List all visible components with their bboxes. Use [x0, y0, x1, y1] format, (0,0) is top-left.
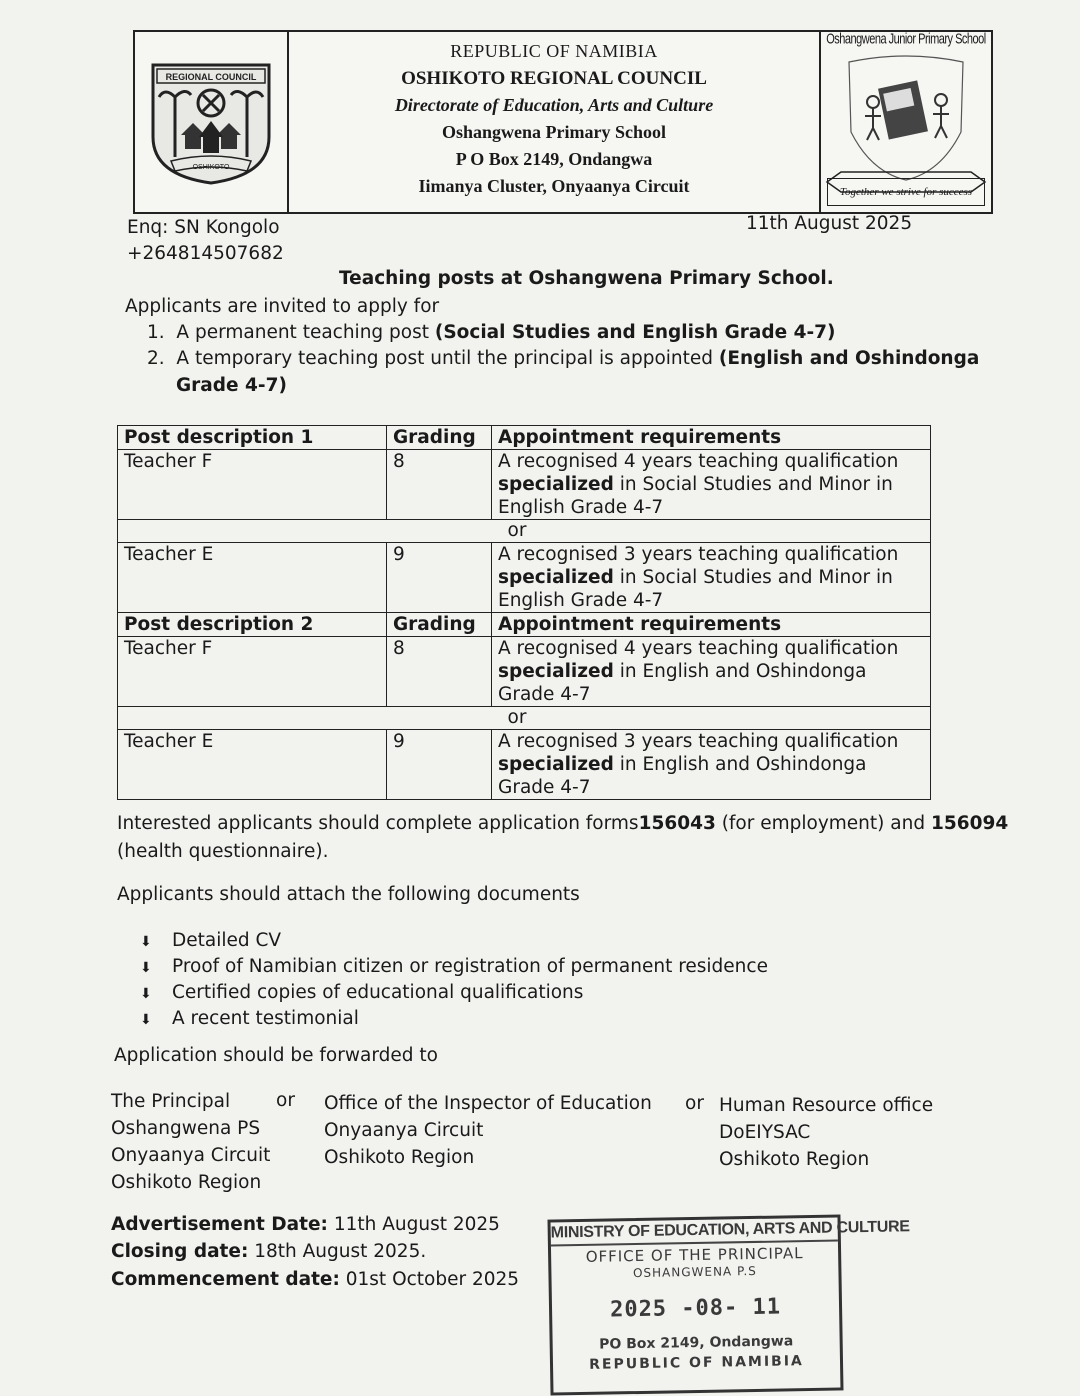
page-title: Teaching posts at Oshangwena Primary School.	[339, 268, 834, 289]
address-line: Oshikoto Region	[719, 1149, 870, 1170]
cluster-line: Iimanya Cluster, Onyaanya Circuit	[418, 176, 690, 196]
list-item	[140, 1006, 768, 1032]
requirement-line: English Grade 4-7	[498, 497, 664, 518]
requirement-line: A recognised 3 years teaching qualification	[498, 731, 899, 752]
address-hr	[719, 1092, 933, 1173]
school-logo-name: Oshangwena Junior Primary School	[826, 32, 986, 48]
or-separator: or	[276, 1090, 295, 1111]
stamp-school: OSHANGWENA P.S	[632, 1263, 757, 1281]
directorate-line: Directorate of Education, Arts and Culture	[394, 95, 714, 115]
forms-line	[117, 813, 1008, 834]
or-text: or	[507, 520, 527, 541]
document-label: Detailed CV	[172, 930, 282, 951]
address-inspector	[324, 1090, 652, 1171]
stamp-republic: REPUBLIC OF NAMIBIA	[589, 1353, 804, 1373]
post-grade: 8	[387, 450, 492, 520]
table-header-post: Post description 2	[118, 613, 387, 637]
document-label: A recent testimonial	[172, 1008, 359, 1029]
arrow-down-icon: ⬇	[140, 1012, 152, 1028]
post-item-1	[147, 322, 835, 343]
address-principal	[111, 1088, 270, 1196]
requirement-line: A recognised 3 years teaching qualification	[498, 544, 899, 565]
arrow-down-icon: ⬇	[140, 986, 152, 1002]
regional-council-logo	[135, 32, 289, 212]
enquiry-name: Enq: SN Kongolo	[127, 217, 280, 238]
documents-list	[140, 928, 768, 1032]
or-text: or	[507, 707, 527, 728]
or-separator: or	[685, 1093, 704, 1114]
list-item	[140, 980, 768, 1006]
pobox-line: P O Box 2149, Ondangwa	[455, 149, 653, 169]
date-label: Closing date:	[111, 1241, 249, 1262]
address-line: Onyaanya Circuit	[111, 1145, 271, 1166]
table-or-row	[118, 707, 931, 730]
post-requirement	[492, 730, 931, 800]
logo-left-banner: OSHIKOTO	[192, 164, 230, 171]
stamp-office: OFFICE OF THE PRINCIPAL	[585, 1244, 804, 1266]
council-line: OSHIKOTO REGIONAL COUNCIL	[401, 68, 707, 89]
post-grade: 9	[387, 543, 492, 613]
requirement-line: Grade 4-7	[498, 777, 591, 798]
date-value: 11th August 2025	[327, 1214, 500, 1235]
requirement-line: in English and Oshindonga	[613, 661, 867, 682]
post-item-2-continued: Grade 4-7)	[176, 375, 287, 396]
post-grade: 9	[387, 730, 492, 800]
table-row	[118, 450, 931, 520]
post-item-text: A temporary teaching post until the principal is appointed	[176, 348, 719, 369]
school-line: Oshangwena Primary School	[441, 122, 666, 142]
posts-table	[117, 425, 931, 800]
post-title: Teacher E	[118, 543, 387, 613]
table-header-grading: Grading	[387, 613, 492, 637]
forms-line-continued: (health questionnaire).	[117, 841, 329, 862]
address-line: Onyaanya Circuit	[324, 1120, 484, 1141]
requirement-line: English Grade 4-7	[498, 590, 664, 611]
post-item-number: 1.	[147, 322, 165, 343]
post-grade: 8	[387, 637, 492, 707]
intro-text: Applicants are invited to apply for	[125, 296, 440, 317]
advertisement-date	[111, 1214, 500, 1235]
official-stamp	[547, 1214, 910, 1395]
letter-date: 11th August 2025	[746, 213, 913, 234]
attach-intro: Applicants should attach the following documents	[117, 884, 580, 905]
requirement-line: in English and Oshindonga	[613, 754, 867, 775]
requirement-bold: specialized	[498, 661, 614, 682]
table-header-requirements: Appointment requirements	[492, 426, 931, 450]
stamp-pobox: PO Box 2149, Ondangwa	[598, 1333, 794, 1353]
republic-line: REPUBLIC OF NAMIBIA	[450, 41, 658, 61]
table-row	[118, 543, 931, 613]
table-header-row	[118, 613, 931, 637]
post-title: Teacher E	[118, 730, 387, 800]
form-number-employment: 156043	[638, 813, 716, 834]
requirement-bold: specialized	[498, 567, 614, 588]
school-logo	[821, 32, 991, 212]
post-item-number: 2.	[147, 348, 165, 369]
post-item-text: A permanent teaching post	[176, 322, 435, 343]
list-item	[140, 928, 768, 954]
post-title: Teacher F	[118, 637, 387, 707]
address-line: Office of the Inspector of Education	[324, 1093, 652, 1114]
address-line: DoEIYSAC	[719, 1122, 811, 1143]
forward-intro: Application should be forwarded to	[114, 1045, 438, 1066]
address-line: Oshikoto Region	[324, 1147, 475, 1168]
table-row	[118, 637, 931, 707]
address-line: Oshikoto Region	[111, 1172, 262, 1193]
date-value: 01st October 2025	[339, 1269, 520, 1290]
table-or-row	[118, 520, 931, 543]
commencement-date	[111, 1269, 519, 1290]
date-label: Commencement date:	[111, 1269, 340, 1290]
table-header-row	[118, 426, 931, 450]
table-header-grading: Grading	[387, 426, 492, 450]
letterhead	[133, 30, 993, 214]
school-motto: Together we strive for success	[827, 178, 985, 206]
post-item-subjects: (English and Oshindonga	[718, 348, 980, 369]
form-number-health: 156094	[930, 813, 1009, 834]
requirement-line: A recognised 4 years teaching qualification	[498, 638, 899, 659]
date-value: 18th August 2025.	[248, 1241, 427, 1262]
requirement-bold: specialized	[498, 754, 614, 775]
address-line: Human Resource office	[719, 1095, 934, 1116]
requirement-line: A recognised 4 years teaching qualification	[498, 451, 899, 472]
requirement-bold: specialized	[498, 474, 614, 495]
document-label: Certified copies of educational qualifications	[172, 982, 584, 1003]
document-label: Proof of Namibian citizen or registration of permanent residence	[172, 956, 768, 977]
post-item-subjects: (Social Studies and English Grade 4-7)	[434, 322, 836, 343]
table-header-post: Post description 1	[118, 426, 387, 450]
table-header-requirements: Appointment requirements	[492, 613, 931, 637]
requirement-line: in Social Studies and Minor in	[613, 567, 893, 588]
arrow-down-icon: ⬇	[140, 934, 152, 950]
list-item	[140, 954, 768, 980]
forms-text: Interested applicants should complete application forms	[117, 813, 639, 834]
regional-council-crest-icon	[145, 57, 277, 187]
post-title: Teacher F	[118, 450, 387, 520]
date-label: Advertisement Date:	[111, 1214, 328, 1235]
requirement-line: Grade 4-7	[498, 684, 591, 705]
logo-left-text: REGIONAL COUNCIL	[165, 72, 257, 82]
stamp-ministry: MINISTRY OF EDUCATION, ARTS AND CULTURE	[551, 1218, 838, 1247]
stamp-date: 2025 -08- 11	[609, 1294, 782, 1323]
enquiry-phone: +264814507682	[127, 243, 284, 264]
letterhead-address	[289, 32, 821, 212]
closing-date	[111, 1241, 426, 1262]
requirement-line: in Social Studies and Minor in	[613, 474, 893, 495]
address-line: Oshangwena PS	[111, 1118, 261, 1139]
post-item-2	[147, 348, 979, 369]
arrow-down-icon: ⬇	[140, 960, 152, 976]
post-requirement	[492, 543, 931, 613]
post-requirement	[492, 450, 931, 520]
post-requirement	[492, 637, 931, 707]
table-row	[118, 730, 931, 800]
address-line: The Principal	[111, 1091, 231, 1112]
forms-text: (for employment) and	[715, 813, 931, 834]
